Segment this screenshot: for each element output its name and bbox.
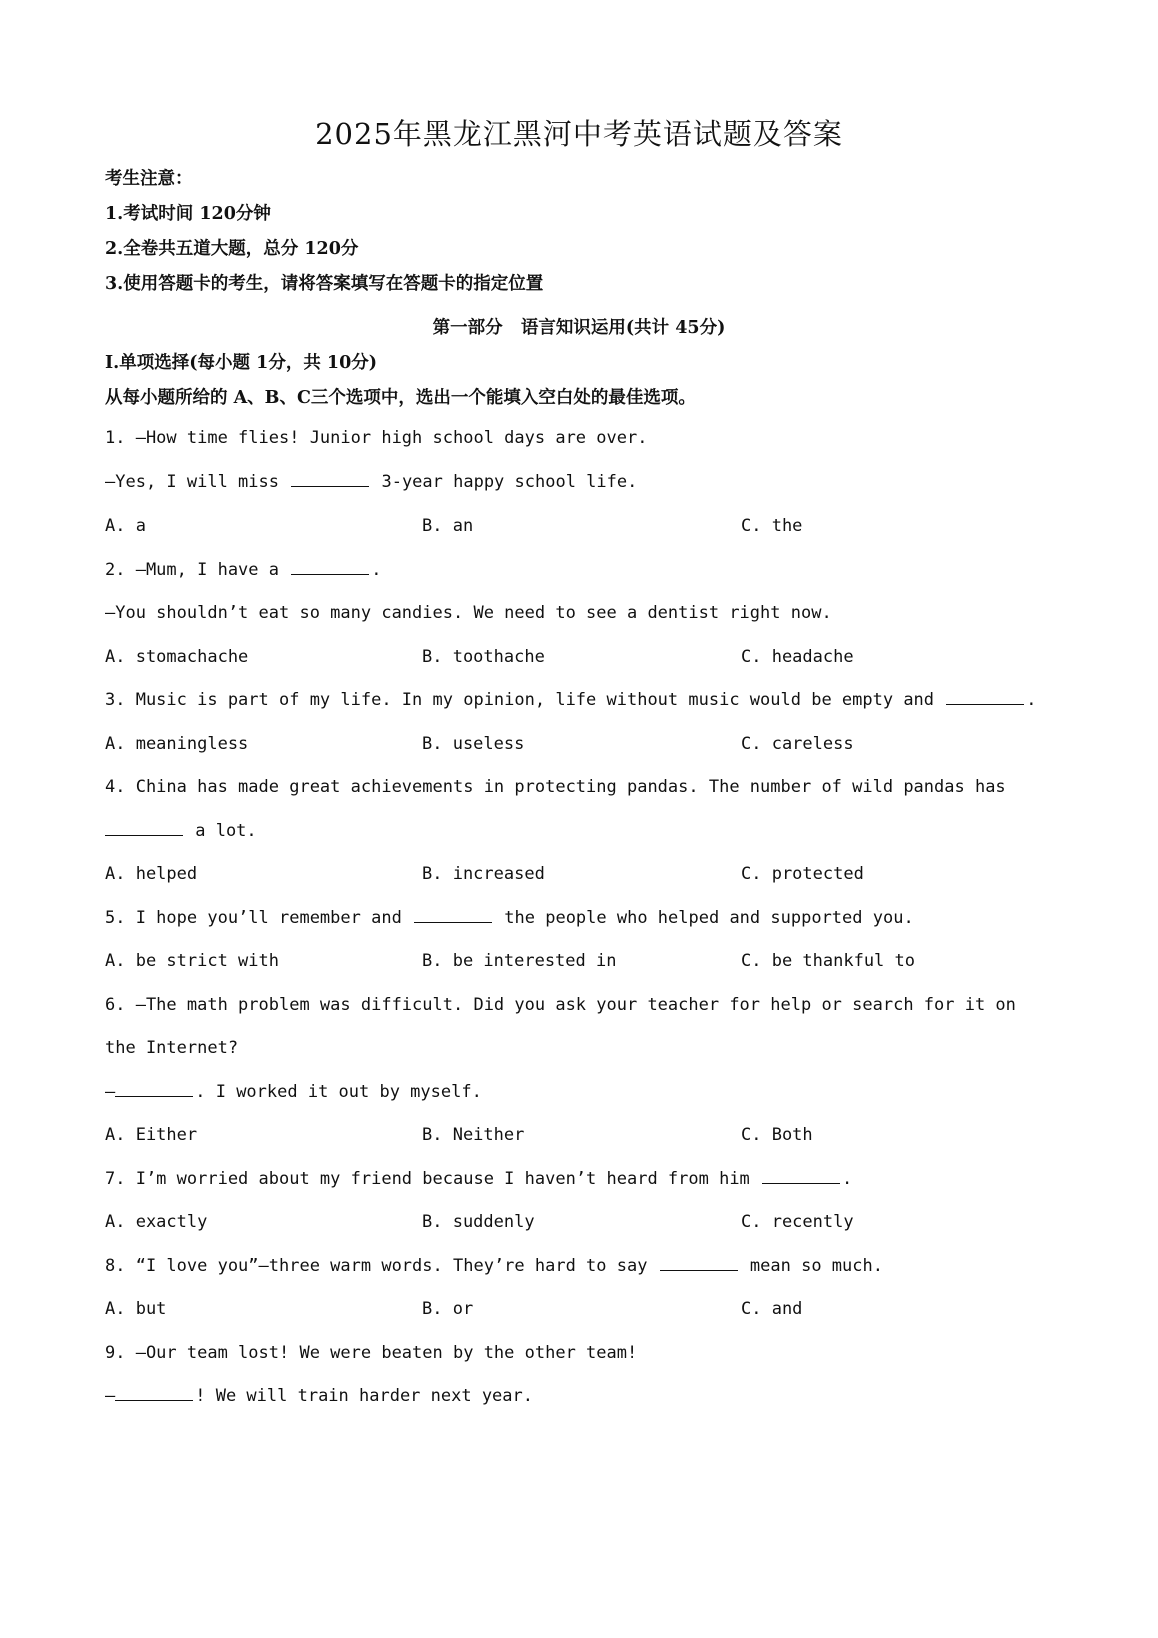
answer-blank xyxy=(414,908,492,923)
option-c: C. protected xyxy=(741,864,864,884)
option-c: C. recently xyxy=(741,1212,854,1232)
section-instruction: 从每小题所给的 A、B、C三个选项中，选出一个能填入空白处的最佳选项。 xyxy=(105,388,696,408)
option-b: B. increased xyxy=(422,864,545,884)
question-6-stem: 6. —The math problem was difficult. Did you ask your teacher for help or search for it on xyxy=(105,995,1016,1015)
option-a: A. stomachache xyxy=(105,647,249,667)
notice-item-1: 1.考试时间 120分钟 xyxy=(105,204,271,224)
part-one-title: 第一部分 语言知识运用(共计 45分) xyxy=(432,318,726,338)
option-a: A. meaningless xyxy=(105,734,249,754)
option-b: B. useless xyxy=(422,734,525,754)
answer-blank xyxy=(115,1082,193,1097)
question-6-reply: — . I worked it out by myself. xyxy=(105,1082,482,1102)
option-c: C. be thankful to xyxy=(741,951,915,971)
option-b: B. Neither xyxy=(422,1125,525,1145)
page-title: 2025年黑龙江黑河中考英语试题及答案 xyxy=(315,117,843,151)
option-c: C. Both xyxy=(741,1125,813,1145)
question-9-reply: — ! We will train harder next year. xyxy=(105,1386,534,1406)
option-c: C. headache xyxy=(741,647,854,667)
section-heading: I.单项选择(每小题 1分，共 10分) xyxy=(105,353,378,373)
option-a: A. be strict with xyxy=(105,951,279,971)
question-9-stem: 9. —Our team lost! We were beaten by the other team! xyxy=(105,1343,638,1363)
option-c: C. and xyxy=(741,1299,803,1319)
option-c: C. careless xyxy=(741,734,854,754)
question-1-stem: 1. —How time flies! Junior high school days are over. xyxy=(105,428,648,448)
question-7-stem: 7. I’m worried about my friend because I haven’t heard from him . xyxy=(105,1169,853,1189)
option-a: A. helped xyxy=(105,864,198,884)
answer-blank xyxy=(946,690,1024,705)
question-8-stem: 8. “I love you”—three warm words. They’re hard to say mean so much. xyxy=(105,1256,883,1276)
question-5-stem: 5. I hope you’ll remember and the people who helped and supported you. xyxy=(105,908,914,928)
question-4-stem: 4. China has made great achievements in protecting pandas. The number of wild pandas has xyxy=(105,777,1006,797)
option-a: A. Either xyxy=(105,1125,198,1145)
option-b: B. or xyxy=(422,1299,474,1319)
option-b: B. toothache xyxy=(422,647,545,667)
option-a: A. a xyxy=(105,516,146,536)
option-b: B. be interested in xyxy=(422,951,617,971)
question-6-stem-continued: the Internet? xyxy=(105,1038,239,1058)
option-a: A. but xyxy=(105,1299,167,1319)
answer-blank xyxy=(762,1169,840,1184)
question-1-reply: —Yes, I will miss 3-year happy school life. xyxy=(105,472,638,492)
question-2-stem: 2. —Mum, I have a . xyxy=(105,560,382,580)
question-4-continued: a lot. xyxy=(105,821,257,841)
option-c: C. the xyxy=(741,516,803,536)
notice-heading: 考生注意： xyxy=(105,169,193,189)
answer-blank xyxy=(291,560,369,575)
answer-blank xyxy=(105,821,183,836)
answer-blank xyxy=(660,1256,738,1271)
notice-item-3: 3.使用答题卡的考生，请将答案填写在答题卡的指定位置 xyxy=(105,274,544,294)
question-3-stem: 3. Music is part of my life. In my opinion, life without music would be empty and . xyxy=(105,690,1037,710)
option-b: B. an xyxy=(422,516,474,536)
option-a: A. exactly xyxy=(105,1212,208,1232)
question-2-reply: —You shouldn’t eat so many candies. We need to see a dentist right now. xyxy=(105,603,832,623)
notice-item-2: 2.全卷共五道大题，总分 120分 xyxy=(105,239,359,259)
option-b: B. suddenly xyxy=(422,1212,535,1232)
answer-blank xyxy=(115,1386,193,1401)
answer-blank xyxy=(291,472,369,487)
